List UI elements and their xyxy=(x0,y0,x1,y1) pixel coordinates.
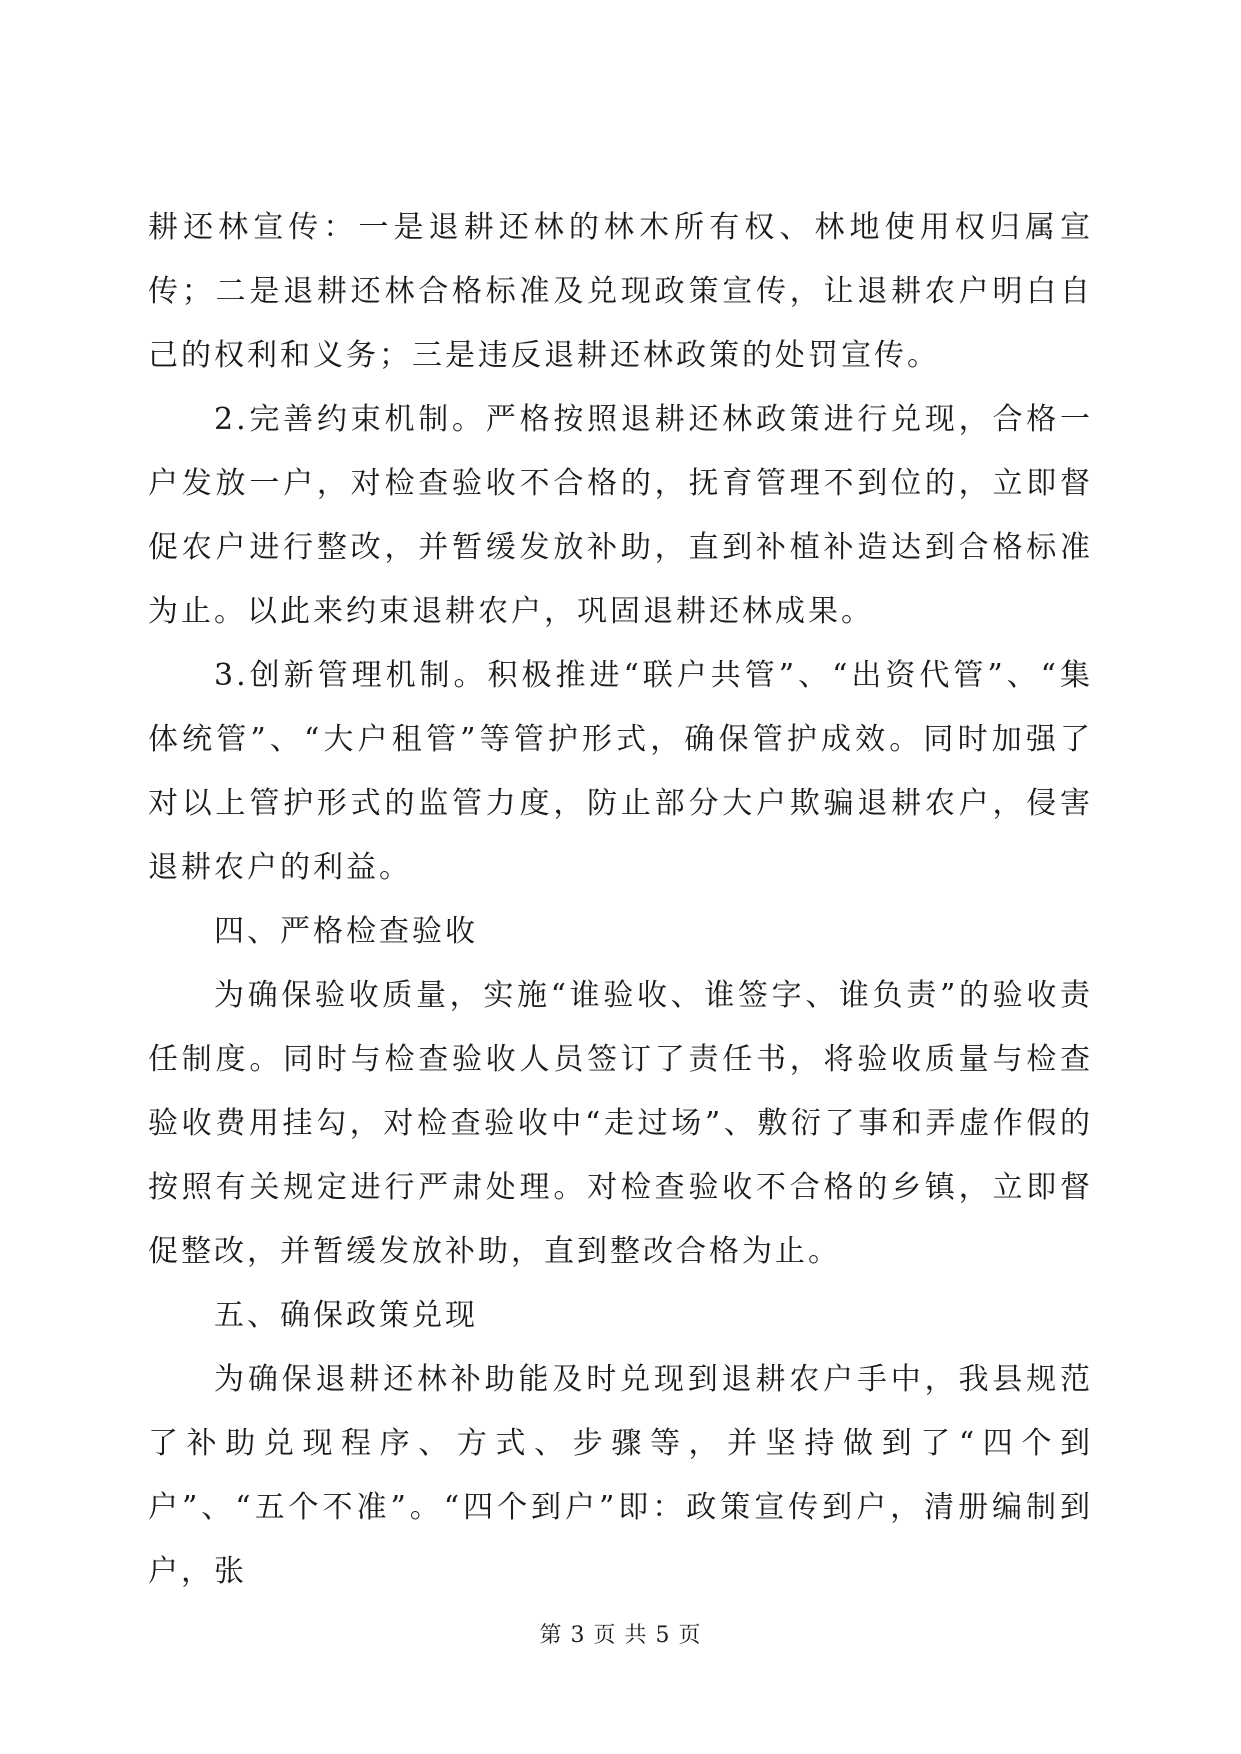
paragraph-constraint-mechanism: 2.完善约束机制。严格按照退耕还林政策进行兑现，合格一户发放一户，对检查验收不合格的，抚育管理不到位的，立即督促农户进行整改，并暂缓发放补助，直到补植补造达到合格标准为止。以此来约束退耕农户，巩固退耕还林成果。 xyxy=(148,402,1093,629)
paragraph-inspection-acceptance: 为确保验收质量，实施“谁验收、谁签字、谁负责”的验收责任制度。同时与检查验收人员签订了责任书，将验收质量与检查验收费用挂勾，对检查验收中“走过场”、敷衍了事和弄虚作假的按照有关规定进行严肃处理。对检查验收不合格的乡镇，立即督促整改，并暂缓发放补助，直到整改合格为止。 xyxy=(148,978,1093,1269)
page-footer: 第 3 页 共 5 页 xyxy=(539,1623,702,1648)
heading-ensure-policy: 五、确保政策兑现 xyxy=(214,1298,478,1333)
heading-strict-inspection: 四、严格检查验收 xyxy=(214,914,478,949)
paragraph-propaganda-continuation: 耕还林宣传：一是退耕还林的林木所有权、林地使用权归属宣传；二是退耕还林合格标准及兑现政策宣传，让退耕农户明白自己的权利和义务；三是违反退耕还林政策的处罚宣传。 xyxy=(148,210,1093,373)
document-body xyxy=(148,196,1093,1604)
paragraph-management-mechanism: 3.创新管理机制。积极推进“联户共管”、“出资代管”、“集体统管”、“大户租管”等管护形式，确保管护成效。同时加强了对以上管护形式的监管力度，防止部分大户欺骗退耕农户，侵害退耕农户的利益。 xyxy=(148,658,1093,885)
paragraph-subsidy-delivery: 为确保退耕还林补助能及时兑现到退耕农户手中，我县规范了补助兑现程序、方式、步骤等，并坚持做到了“四个到户”、“五个不准”。“四个到户”即：政策宣传到户，清册编制到户，张 xyxy=(148,1362,1093,1589)
